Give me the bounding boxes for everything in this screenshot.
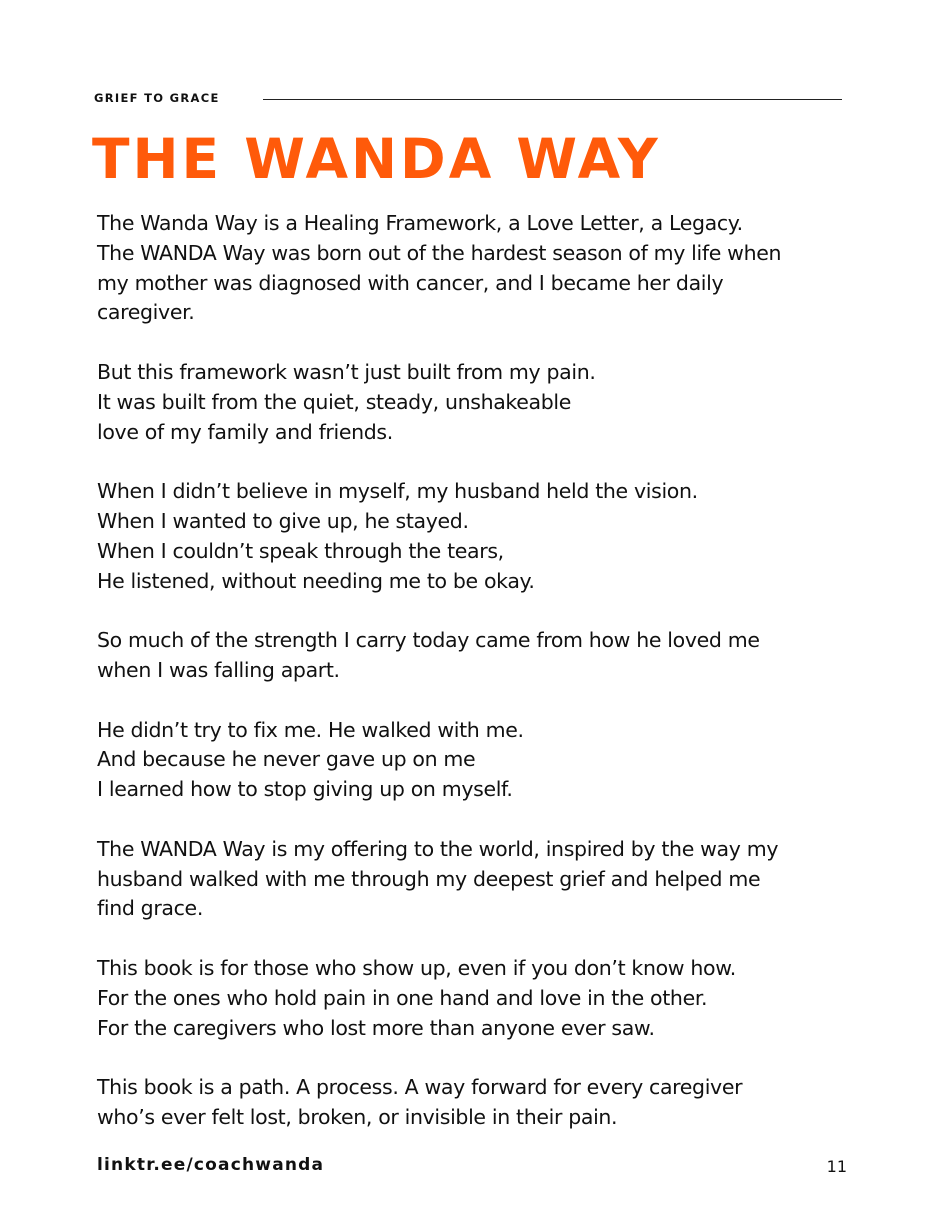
- text-line: The Wanda Way is a Healing Framework, a Love Letter, a Legacy.: [97, 211, 743, 235]
- footer-link[interactable]: linktr.ee/coachwanda: [97, 1155, 325, 1175]
- page-title: THE WANDA WAY: [92, 127, 661, 191]
- paragraph-8: [97, 1073, 857, 1133]
- paragraph-3: [97, 477, 857, 596]
- text-line: when I was falling apart.: [97, 657, 340, 682]
- text-line: It was built from the quiet, steady, unshakeable: [97, 389, 571, 414]
- text-line: my mother was diagnosed with cancer, and I became her daily: [97, 270, 724, 295]
- paragraph-2: [97, 358, 857, 447]
- text-line: So much of the strength I carry today came from how he loved me: [97, 628, 760, 653]
- text-line: I learned how to stop giving up on myself.: [97, 777, 513, 802]
- page-number: 11: [826, 1157, 847, 1176]
- paragraph-4: [97, 626, 857, 686]
- text-line: For the ones who hold pain in one hand and love in the other.: [97, 985, 708, 1010]
- text-line: husband walked with me through my deepest grief and helped me: [97, 866, 761, 891]
- text-line: find grace.: [97, 896, 203, 921]
- paragraph-7: [97, 954, 857, 1043]
- section-label: GRIEF TO GRACE: [94, 91, 220, 105]
- text-line: This book is for those who show up, even if you don’t know how.: [97, 955, 736, 980]
- text-line: For the caregivers who lost more than anyone ever saw.: [97, 1015, 655, 1040]
- text-line: The WANDA Way is my offering to the world, inspired by the way my: [97, 836, 779, 861]
- paragraph-6: [97, 835, 857, 924]
- header-divider: [263, 99, 842, 100]
- text-line: love of my family and friends.: [97, 419, 393, 444]
- paragraph-5: [97, 716, 857, 805]
- body-text: [97, 209, 857, 1133]
- text-line: And because he never gave up on me: [97, 747, 476, 772]
- paragraph-1: [97, 209, 857, 328]
- text-line: When I didn’t believe in myself, my husband held the vision.: [97, 479, 698, 504]
- text-line: He didn’t try to fix me. He walked with me.: [97, 717, 524, 742]
- text-line: caregiver.: [97, 300, 195, 325]
- text-line: The WANDA Way was born out of the hardest season of my life when: [97, 240, 782, 265]
- text-line: who’s ever felt lost, broken, or invisible in their pain.: [97, 1104, 618, 1129]
- text-line: But this framework wasn’t just built from my pain.: [97, 359, 596, 384]
- text-line: This book is a path. A process. A way forward for every caregiver: [97, 1075, 743, 1100]
- text-line: He listened, without needing me to be okay.: [97, 568, 535, 593]
- text-line: When I couldn’t speak through the tears,: [97, 538, 504, 563]
- text-line: When I wanted to give up, he stayed.: [97, 508, 469, 533]
